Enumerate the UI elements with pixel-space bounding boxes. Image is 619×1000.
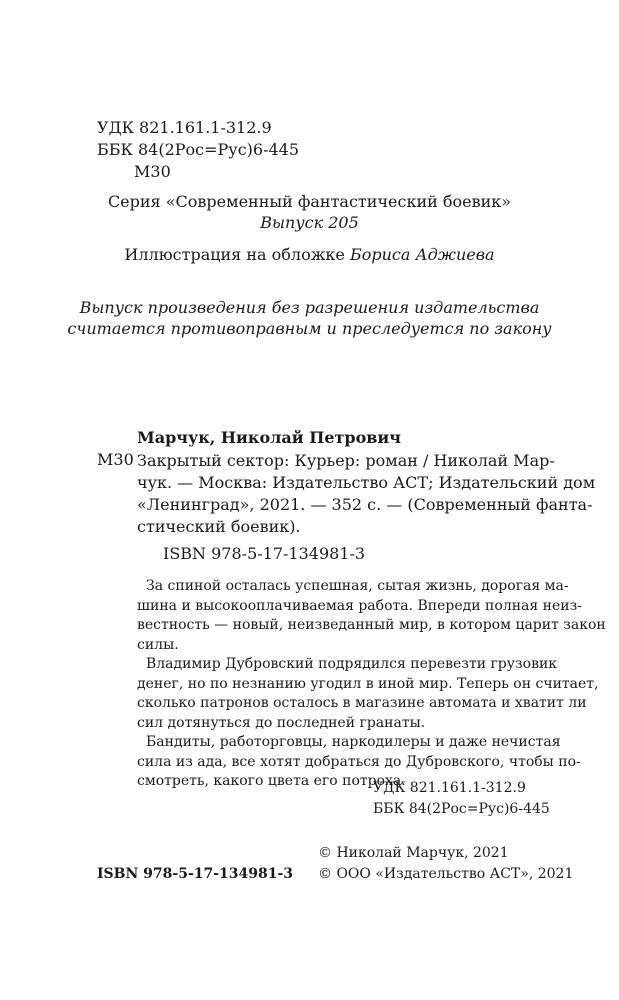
annotation-line: сколько патронов осталось в магазине автомата и хватит ли <box>137 695 587 711</box>
catalog-line: стический боевик). <box>137 517 301 536</box>
annotation-line: За спиной осталась успешная, сытая жизнь, дорогая ма- <box>146 578 569 594</box>
annotation-line: смотреть, какого цвета его потроха. <box>137 773 406 789</box>
copyright-author: © Николай Марчук, 2021 <box>318 845 509 861</box>
illustration-artist: Бориса Аджиева <box>349 245 495 264</box>
illustration-prefix: Иллюстрация на обложке <box>124 245 350 264</box>
udk-code: УДК 821.161.1-312.9 <box>97 118 272 137</box>
series-issue: Выпуск 205 <box>260 213 359 232</box>
author-mark: М30 <box>134 162 171 181</box>
bottom-udk-code: УДК 821.161.1-312.9 <box>373 780 526 796</box>
copyright-publisher: © ООО «Издательство АСТ», 2021 <box>318 866 574 882</box>
illustration-credit <box>0 245 619 264</box>
bottom-bbk-code: ББК 84(2Рос=Рус)6-445 <box>373 801 550 817</box>
annotation-line: сила из ада, все хотят добраться до Дубровского, чтобы по- <box>137 753 581 770</box>
annotation-line: силы. <box>137 636 179 653</box>
catalog-isbn: ISBN 978-5-17-134981-3 <box>163 544 366 563</box>
annotation-line: шина и высокооплачиваемая работа. Впереди полная неиз- <box>137 597 582 614</box>
catalog-line: «Ленинград», 2021. — 352 с. — (Современный фанта- <box>137 495 593 514</box>
annotation-line: сил дотянуться до последней гранаты. <box>137 714 426 731</box>
annotation <box>137 577 606 792</box>
bbk-code: ББК 84(2Рос=Рус)6-445 <box>97 140 300 159</box>
annotation-line: денег, но по незнанию угодил в иной мир. Теперь он считает, <box>137 675 599 692</box>
catalog-line: чук. — Москва: Издательство АСТ; Издательский дом <box>137 473 596 492</box>
footer-isbn: ISBN 978-5-17-134981-3 <box>97 866 294 882</box>
series-name: Серия «Современный фантастический боевик» <box>107 192 512 211</box>
catalog-description <box>137 450 595 538</box>
annotation-line: Бандиты, работорговцы, наркодилеры и даже нечистая <box>146 734 561 750</box>
annotation-line: Владимир Дубровский подрядился перевезти грузовик <box>146 656 558 672</box>
warning-line-2: считается противоправным и преследуется по закону <box>67 319 552 338</box>
catalog-author: Марчук, Николай Петрович <box>137 428 401 447</box>
catalog-author-mark: М30 <box>97 450 134 469</box>
annotation-line: вестность — новый, неизведанный мир, в котором царит закон <box>137 617 606 633</box>
warning-line-1: Выпуск произведения без разрешения издательства <box>79 298 540 317</box>
catalog-line: Закрытый сектор: Курьер: роман / Николай Мар- <box>137 451 555 470</box>
